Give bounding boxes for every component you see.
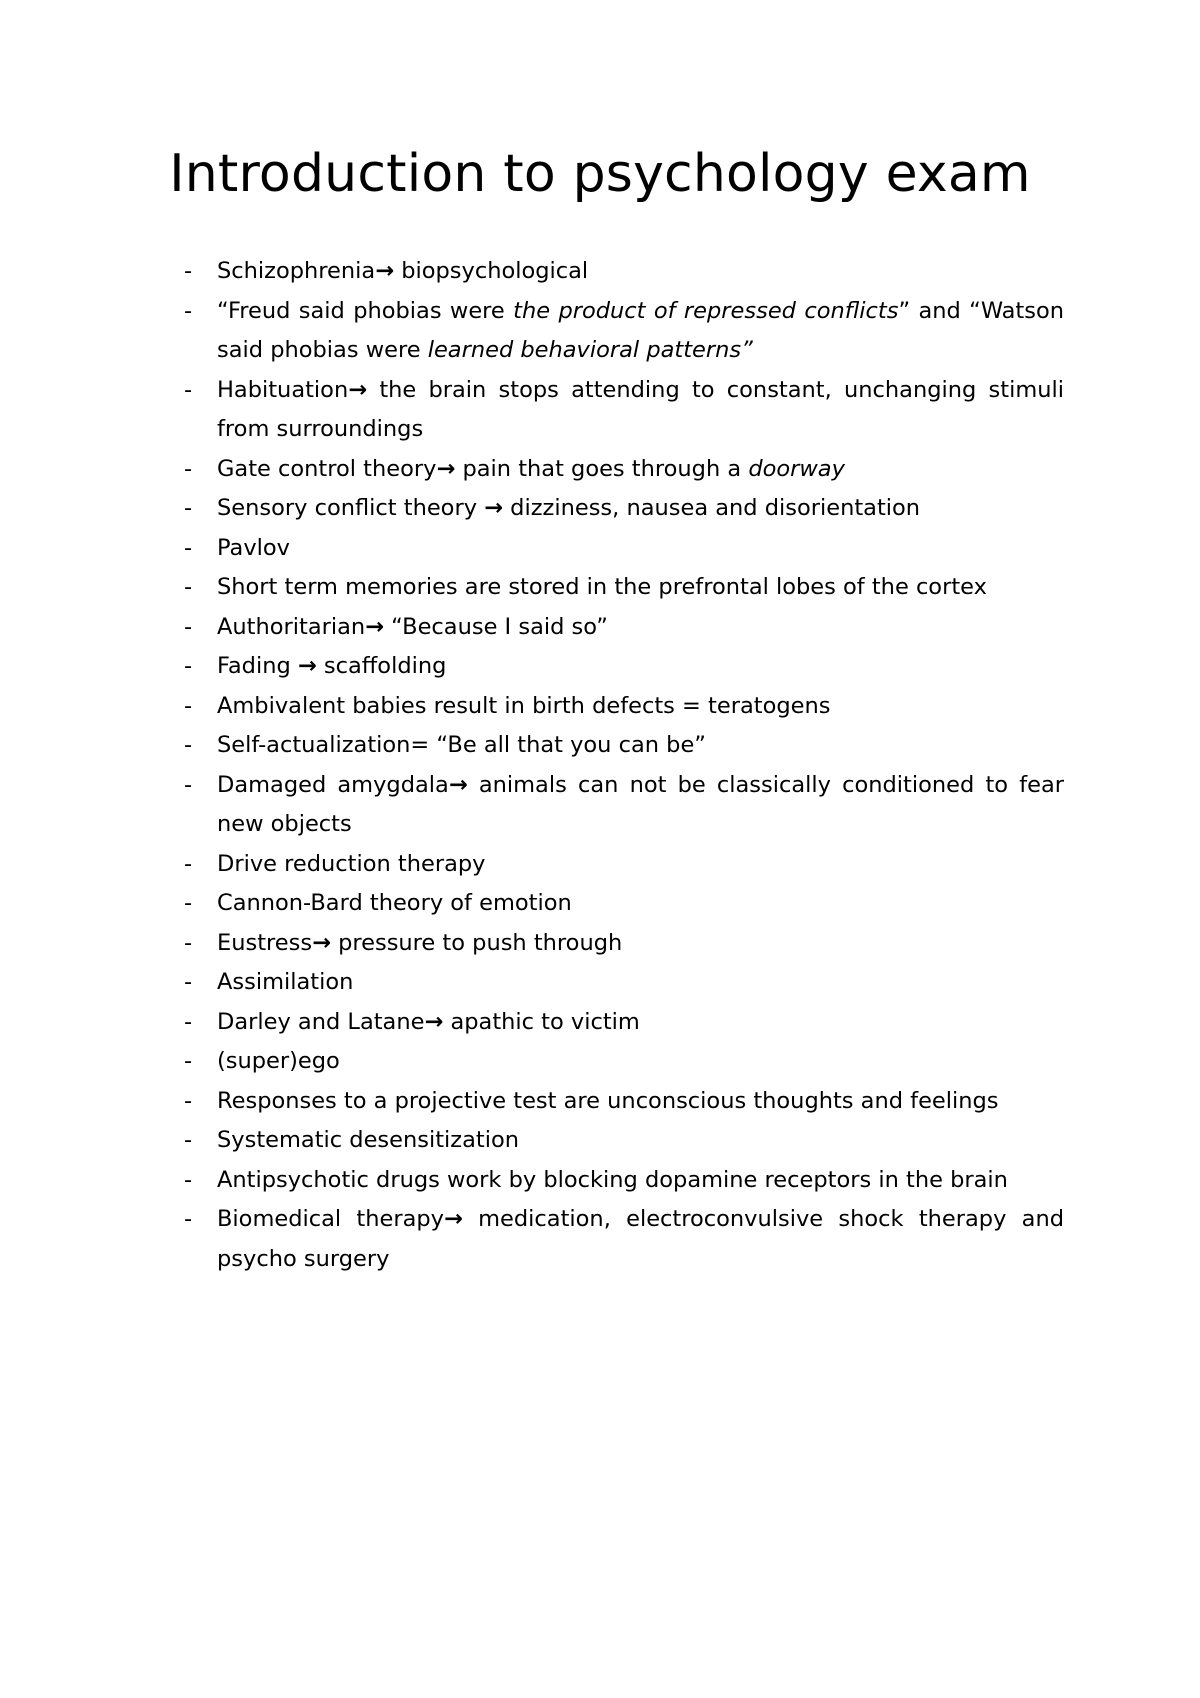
document-title: Introduction to psychology exam bbox=[169, 144, 1031, 204]
bullet-dash: - bbox=[184, 534, 193, 561]
list-item-darley-latane: - Darley and Latane→ apathic to victim bbox=[184, 1003, 1064, 1043]
arrow-icon: → bbox=[436, 455, 456, 482]
bullet-dash: - bbox=[184, 771, 193, 798]
bullet-dash: - bbox=[184, 1008, 193, 1035]
list-item-short-term-memories: - Short term memories are stored in the prefrontal lobes of the cortex bbox=[184, 568, 1064, 608]
arrow-icon: → bbox=[484, 495, 504, 521]
list-item-antipsychotic-drugs: - Antipsychotic drugs work by blocking dopamine receptors in the brain bbox=[184, 1161, 1064, 1201]
bullet-dash: - bbox=[184, 653, 193, 679]
list-item-schizophrenia: - Schizophrenia→ biopsychological bbox=[184, 252, 1064, 292]
arrow-icon: → bbox=[424, 1008, 444, 1035]
bullet-dash: - bbox=[184, 376, 193, 403]
bullet-dash: - bbox=[184, 850, 193, 877]
bullet-dash: - bbox=[184, 1048, 193, 1074]
list-item-gate-control: - Gate control theory→ pain that goes through a doorway bbox=[184, 450, 1064, 490]
bullet-dash: - bbox=[184, 297, 193, 324]
bullet-dash: - bbox=[184, 1206, 193, 1232]
bullet-dash: - bbox=[184, 574, 193, 600]
list-item-projective-test: - Responses to a projective test are unconscious thoughts and feelings bbox=[184, 1082, 1064, 1122]
list-item-self-actualization: - Self-actualization= “Be all that you can be” bbox=[184, 726, 1064, 766]
arrow-icon: → bbox=[448, 771, 468, 798]
bullet-dash: - bbox=[184, 495, 193, 521]
bullet-dash: - bbox=[184, 455, 193, 482]
list-item-superego: - (super)ego bbox=[184, 1042, 1064, 1082]
list-item-drive-reduction: - Drive reduction therapy bbox=[184, 845, 1064, 885]
arrow-icon: → bbox=[375, 258, 395, 284]
bullet-dash: - bbox=[184, 1166, 193, 1193]
bullet-dash: - bbox=[184, 732, 193, 758]
arrow-icon: → bbox=[312, 929, 331, 956]
list-item-fading: - Fading → scaffolding bbox=[184, 647, 1064, 687]
arrow-icon: → bbox=[348, 376, 368, 403]
list-item-sensory-conflict: - Sensory conflict theory → dizziness, nausea and disorientation bbox=[184, 489, 1064, 529]
notes-list bbox=[184, 252, 1064, 1279]
bullet-dash: - bbox=[184, 1127, 193, 1153]
list-item-habituation: - Habituation→ the brain stops attending to constant, unchanging stimuli from surroundings bbox=[184, 371, 1064, 450]
list-item-freud-watson: - “Freud said phobias were the product of repressed conflicts” and “Watson said phobias were learned behavioral patterns” bbox=[184, 292, 1064, 371]
bullet-dash: - bbox=[184, 969, 193, 995]
list-item-ambivalent-babies: - Ambivalent babies result in birth defects = teratogens bbox=[184, 687, 1064, 727]
bullet-dash: - bbox=[184, 613, 193, 640]
bullet-dash: - bbox=[184, 692, 193, 719]
list-item-assimilation: - Assimilation bbox=[184, 963, 1064, 1003]
arrow-icon: → bbox=[365, 613, 385, 640]
bullet-dash: - bbox=[184, 1087, 193, 1114]
list-item-cannon-bard: - Cannon-Bard theory of emotion bbox=[184, 884, 1064, 924]
arrow-icon: → bbox=[444, 1206, 463, 1232]
bullet-dash: - bbox=[184, 890, 193, 916]
list-item-authoritarian: - Authoritarian→ “Because I said so” bbox=[184, 608, 1064, 648]
list-item-biomedical-therapy: - Biomedical therapy→ medication, electroconvulsive shock therapy and psycho surgery bbox=[184, 1200, 1064, 1279]
list-item-eustress: - Eustress→ pressure to push through bbox=[184, 924, 1064, 964]
arrow-icon: → bbox=[297, 653, 317, 679]
list-item-systematic-desensitization: - Systematic desensitization bbox=[184, 1121, 1064, 1161]
bullet-dash: - bbox=[184, 929, 193, 956]
list-item-pavlov: - Pavlov bbox=[184, 529, 1064, 569]
list-item-damaged-amygdala: - Damaged amygdala→ animals can not be classically conditioned to fear new objects bbox=[184, 766, 1064, 845]
bullet-dash: - bbox=[184, 258, 193, 284]
